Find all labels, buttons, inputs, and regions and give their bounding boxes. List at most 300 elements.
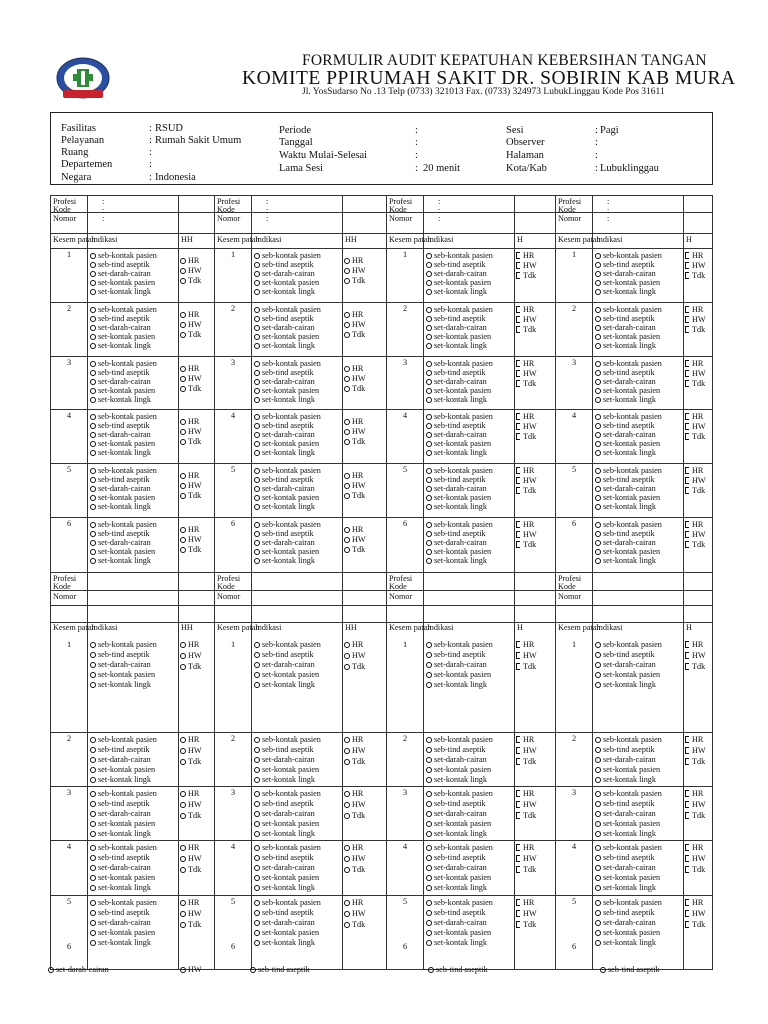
indikasi-option[interactable]: seb-tind aseptik: [90, 799, 150, 808]
indikasi-option[interactable]: set-kontak lingk: [90, 883, 151, 892]
indikasi-option[interactable]: set-darah-cairan: [426, 377, 487, 386]
hh-option[interactable]: HW: [180, 651, 202, 660]
hh-option[interactable]: HW: [685, 800, 706, 809]
indikasi-option[interactable]: set-kontak pasien: [254, 819, 319, 828]
indikasi-option[interactable]: seb-kontak pasien: [595, 735, 662, 744]
indikasi-option[interactable]: seb-kontak pasien: [90, 466, 157, 475]
hh-option[interactable]: HW: [685, 530, 706, 539]
hh-option[interactable]: HR: [344, 789, 363, 798]
indikasi-option[interactable]: seb-tind aseptik: [90, 475, 150, 484]
hh-option[interactable]: HW: [516, 909, 537, 918]
indikasi-option[interactable]: set-kontak pasien: [426, 547, 491, 556]
indikasi-option[interactable]: set-kontak lingk: [426, 883, 487, 892]
indikasi-option[interactable]: set-darah-cairan: [90, 918, 151, 927]
indikasi-option[interactable]: seb-kontak pasien: [595, 359, 662, 368]
hh-option[interactable]: HR: [516, 789, 534, 798]
indikasi-option[interactable]: seb-tind aseptik: [595, 368, 655, 377]
indikasi-option[interactable]: set-kontak lingk: [426, 395, 487, 404]
indikasi-option[interactable]: set-kontak pasien: [595, 386, 660, 395]
hh-option[interactable]: HR: [180, 640, 199, 649]
indikasi-option[interactable]: set-kontak lingk: [90, 829, 151, 838]
indikasi-option[interactable]: set-kontak lingk: [254, 680, 315, 689]
indikasi-option[interactable]: set-kontak lingk: [595, 341, 656, 350]
indikasi-option[interactable]: set-kontak pasien: [426, 332, 491, 341]
indikasi-option[interactable]: seb-kontak pasien: [254, 789, 321, 798]
indikasi-option[interactable]: seb-tind aseptik: [90, 314, 150, 323]
hh-option[interactable]: Tdk: [516, 865, 536, 874]
hh-option[interactable]: Tdk: [516, 486, 536, 495]
hh-option[interactable]: HW: [516, 651, 537, 660]
indikasi-option[interactable]: set-kontak lingk: [254, 287, 315, 296]
hh-option[interactable]: HW: [180, 535, 202, 544]
indikasi-option[interactable]: seb-kontak pasien: [595, 789, 662, 798]
indikasi-option[interactable]: seb-kontak pasien: [595, 898, 662, 907]
hh-option[interactable]: Tdk: [180, 330, 201, 339]
hh-option[interactable]: HW: [180, 266, 202, 275]
indikasi-option[interactable]: seb-tind aseptik: [426, 475, 486, 484]
hh-option[interactable]: HR: [685, 305, 703, 314]
indikasi-option[interactable]: seb-kontak pasien: [254, 412, 321, 421]
hh-option[interactable]: HW: [685, 261, 706, 270]
hh-option[interactable]: HR: [685, 412, 703, 421]
indikasi-option[interactable]: set-kontak lingk: [426, 938, 487, 947]
indikasi-option[interactable]: seb-kontak pasien: [426, 735, 493, 744]
hh-option[interactable]: Tdk: [180, 276, 201, 285]
indikasi-option[interactable]: set-kontak pasien: [254, 670, 319, 679]
indikasi-option[interactable]: set-kontak pasien: [90, 493, 155, 502]
indikasi-option[interactable]: seb-kontak pasien: [426, 359, 493, 368]
indikasi-option[interactable]: set-darah-cairan: [254, 660, 315, 669]
indikasi-option[interactable]: set-kontak lingk: [595, 829, 656, 838]
indikasi-option[interactable]: set-kontak lingk: [90, 341, 151, 350]
hh-option[interactable]: HR: [344, 256, 363, 265]
hh-option[interactable]: Tdk: [516, 540, 536, 549]
hh-option[interactable]: HR: [685, 640, 703, 649]
hh-option[interactable]: Tdk: [344, 491, 365, 500]
hh-option[interactable]: Tdk: [685, 865, 705, 874]
indikasi-option[interactable]: seb-tind aseptik: [254, 529, 314, 538]
indikasi-option[interactable]: seb-kontak pasien: [254, 898, 321, 907]
indikasi-option[interactable]: set-kontak pasien: [426, 670, 491, 679]
indikasi-option[interactable]: set-darah-cairan: [595, 918, 656, 927]
hh-option[interactable]: HW: [516, 476, 537, 485]
indikasi-option[interactable]: set-kontak pasien: [595, 332, 660, 341]
indikasi-option[interactable]: set-kontak lingk: [426, 448, 487, 457]
indikasi-option[interactable]: set-kontak pasien: [254, 873, 319, 882]
indikasi-option[interactable]: set-kontak pasien: [90, 670, 155, 679]
indikasi-option[interactable]: set-darah-cairan: [90, 660, 151, 669]
indikasi-option[interactable]: set-darah-cairan: [426, 863, 487, 872]
hh-option[interactable]: Tdk: [180, 491, 201, 500]
indikasi-option[interactable]: set-darah-cairan: [254, 863, 315, 872]
indikasi-option[interactable]: set-kontak pasien: [254, 493, 319, 502]
indikasi-option[interactable]: set-darah-cairan: [595, 809, 656, 818]
indikasi-option[interactable]: set-kontak pasien: [426, 439, 491, 448]
hh-option[interactable]: HR: [685, 735, 703, 744]
hh-option[interactable]: Tdk: [685, 920, 705, 929]
hh-option[interactable]: HW: [344, 651, 366, 660]
indikasi-option[interactable]: set-kontak lingk: [426, 775, 487, 784]
indikasi-option[interactable]: seb-tind aseptik: [426, 908, 486, 917]
hh-option[interactable]: Tdk: [685, 486, 705, 495]
indikasi-option[interactable]: seb-kontak pasien: [90, 640, 157, 649]
hh-option[interactable]: HW: [344, 800, 366, 809]
indikasi-option[interactable]: set-kontak pasien: [90, 928, 155, 937]
hh-option[interactable]: Tdk: [685, 271, 705, 280]
hh-option[interactable]: HR: [516, 305, 534, 314]
indikasi-option[interactable]: seb-tind aseptik: [426, 529, 486, 538]
hh-option[interactable]: Tdk: [685, 540, 705, 549]
indikasi-option[interactable]: seb-kontak pasien: [254, 640, 321, 649]
indikasi-option[interactable]: set-kontak pasien: [426, 873, 491, 882]
indikasi-option[interactable]: set-darah-cairan: [595, 863, 656, 872]
indikasi-option[interactable]: set-kontak pasien: [426, 493, 491, 502]
hh-option[interactable]: HW: [516, 315, 537, 324]
indikasi-option[interactable]: seb-tind aseptik: [254, 475, 314, 484]
hh-option[interactable]: HR: [180, 310, 199, 319]
indikasi-option[interactable]: seb-kontak pasien: [426, 251, 493, 260]
hh-option[interactable]: HW: [685, 369, 706, 378]
hh-option[interactable]: HR: [344, 640, 363, 649]
hh-option[interactable]: HW: [344, 854, 366, 863]
indikasi-option[interactable]: seb-kontak pasien: [426, 520, 493, 529]
indikasi-option[interactable]: set-darah-cairan: [426, 538, 487, 547]
hh-option[interactable]: HR: [516, 898, 534, 907]
indikasi-option[interactable]: set-kontak pasien: [254, 765, 319, 774]
indikasi-option[interactable]: set-darah-cairan: [595, 660, 656, 669]
hh-option[interactable]: HR: [344, 417, 363, 426]
indikasi-option[interactable]: set-kontak pasien: [595, 928, 660, 937]
hh-option[interactable]: HR: [516, 412, 534, 421]
indikasi-option[interactable]: set-kontak lingk: [254, 395, 315, 404]
indikasi-option[interactable]: set-kontak pasien: [254, 547, 319, 556]
hh-option[interactable]: HW: [344, 909, 366, 918]
indikasi-option[interactable]: set-kontak lingk: [595, 502, 656, 511]
indikasi-option[interactable]: set-darah-cairan: [426, 484, 487, 493]
indikasi-option[interactable]: seb-kontak pasien: [426, 640, 493, 649]
indikasi-option[interactable]: set-darah-cairan: [90, 538, 151, 547]
indikasi-option[interactable]: seb-tind aseptik: [90, 260, 150, 269]
indikasi-option[interactable]: seb-kontak pasien: [595, 412, 662, 421]
indikasi-option[interactable]: set-darah-cairan: [254, 377, 315, 386]
indikasi-option[interactable]: seb-kontak pasien: [90, 789, 157, 798]
indikasi-option[interactable]: seb-tind aseptik: [254, 650, 314, 659]
indikasi-option[interactable]: set-darah-cairan: [595, 377, 656, 386]
hh-option[interactable]: Tdk: [344, 865, 365, 874]
indikasi-option[interactable]: set-darah-cairan: [426, 323, 487, 332]
indikasi-option[interactable]: seb-tind aseptik: [254, 853, 314, 862]
hh-option[interactable]: HR: [180, 471, 199, 480]
indikasi-option[interactable]: set-kontak lingk: [595, 680, 656, 689]
hh-option[interactable]: HW: [344, 266, 366, 275]
hh-option[interactable]: HR: [685, 251, 703, 260]
hh-option[interactable]: Tdk: [516, 757, 536, 766]
indikasi-option[interactable]: seb-tind aseptik: [426, 853, 486, 862]
indikasi-option[interactable]: set-kontak lingk: [595, 395, 656, 404]
indikasi-option[interactable]: seb-kontak pasien: [90, 251, 157, 260]
indikasi-option[interactable]: set-kontak pasien: [254, 332, 319, 341]
indikasi-option[interactable]: seb-tind aseptik: [595, 745, 655, 754]
indikasi-option[interactable]: set-kontak lingk: [254, 829, 315, 838]
hh-option[interactable]: Tdk: [180, 545, 201, 554]
indikasi-option[interactable]: seb-kontak pasien: [90, 520, 157, 529]
indikasi-option[interactable]: set-kontak pasien: [595, 547, 660, 556]
indikasi-option[interactable]: set-kontak pasien: [426, 819, 491, 828]
hh-option[interactable]: Tdk: [180, 437, 201, 446]
hh-option[interactable]: HW: [685, 746, 706, 755]
indikasi-option[interactable]: set-kontak pasien: [595, 765, 660, 774]
hh-option[interactable]: HR: [344, 843, 363, 852]
indikasi-option[interactable]: seb-kontak pasien: [254, 305, 321, 314]
indikasi-option[interactable]: seb-tind aseptik: [595, 314, 655, 323]
indikasi-option[interactable]: seb-tind aseptik: [90, 853, 150, 862]
hh-option[interactable]: HW: [516, 530, 537, 539]
indikasi-option[interactable]: set-darah-cairan: [426, 430, 487, 439]
indikasi-option[interactable]: set-kontak lingk: [426, 829, 487, 838]
hh-option[interactable]: HR: [180, 256, 199, 265]
hh-option[interactable]: HW: [180, 746, 202, 755]
indikasi-option[interactable]: set-kontak lingk: [426, 502, 487, 511]
indikasi-option[interactable]: seb-tind aseptik: [595, 908, 655, 917]
indikasi-option[interactable]: set-darah-cairan: [254, 918, 315, 927]
hh-option[interactable]: Tdk: [516, 662, 536, 671]
indikasi-option[interactable]: seb-tind aseptik: [426, 368, 486, 377]
indikasi-option[interactable]: set-kontak lingk: [595, 938, 656, 947]
indikasi-option[interactable]: seb-tind aseptik: [595, 799, 655, 808]
hh-option[interactable]: HW: [516, 746, 537, 755]
hh-option[interactable]: HR: [685, 789, 703, 798]
indikasi-option[interactable]: set-darah-cairan: [595, 269, 656, 278]
indikasi-option[interactable]: set-kontak pasien: [426, 928, 491, 937]
indikasi-option[interactable]: set-kontak pasien: [90, 278, 155, 287]
indikasi-option[interactable]: seb-kontak pasien: [90, 898, 157, 907]
hh-option[interactable]: Tdk: [344, 545, 365, 554]
indikasi-option[interactable]: seb-tind aseptik: [254, 260, 314, 269]
indikasi-option[interactable]: seb-kontak pasien: [90, 843, 157, 852]
indikasi-option[interactable]: set-kontak lingk: [426, 556, 487, 565]
indikasi-option[interactable]: seb-tind aseptik: [595, 853, 655, 862]
hh-option[interactable]: HR: [516, 735, 534, 744]
indikasi-option[interactable]: seb-kontak pasien: [426, 466, 493, 475]
indikasi-option[interactable]: set-darah-cairan: [595, 538, 656, 547]
hh-option[interactable]: HW: [180, 427, 202, 436]
indikasi-option[interactable]: set-kontak lingk: [595, 448, 656, 457]
hh-option[interactable]: Tdk: [344, 662, 365, 671]
indikasi-option[interactable]: seb-kontak pasien: [254, 466, 321, 475]
indikasi-option[interactable]: set-darah-cairan: [426, 918, 487, 927]
indikasi-option[interactable]: set-kontak lingk: [90, 502, 151, 511]
indikasi-option[interactable]: set-kontak pasien: [90, 873, 155, 882]
indikasi-option[interactable]: set-darah-cairan: [595, 484, 656, 493]
hh-option[interactable]: HW: [685, 651, 706, 660]
hh-option[interactable]: HR: [516, 251, 534, 260]
indikasi-option[interactable]: seb-tind aseptik: [595, 650, 655, 659]
indikasi-option[interactable]: seb-tind aseptik: [254, 314, 314, 323]
indikasi-option[interactable]: seb-tind aseptik: [90, 529, 150, 538]
indikasi-option[interactable]: set-kontak pasien: [595, 873, 660, 882]
hh-option[interactable]: Tdk: [180, 384, 201, 393]
indikasi-option[interactable]: seb-tind aseptik: [426, 421, 486, 430]
hh-option[interactable]: HW: [685, 476, 706, 485]
hh-option[interactable]: HR: [180, 525, 199, 534]
indikasi-option[interactable]: set-darah-cairan: [595, 323, 656, 332]
hh-option[interactable]: HW: [180, 800, 202, 809]
indikasi-option[interactable]: seb-tind aseptik: [426, 314, 486, 323]
hh-option[interactable]: Tdk: [180, 662, 201, 671]
indikasi-option[interactable]: seb-kontak pasien: [90, 305, 157, 314]
indikasi-option[interactable]: seb-kontak pasien: [595, 640, 662, 649]
indikasi-option[interactable]: seb-tind aseptik: [254, 799, 314, 808]
indikasi-option[interactable]: set-kontak lingk: [90, 556, 151, 565]
hh-option[interactable]: HR: [180, 898, 199, 907]
indikasi-option[interactable]: set-kontak lingk: [595, 287, 656, 296]
indikasi-option[interactable]: seb-tind aseptik: [90, 908, 150, 917]
indikasi-option[interactable]: seb-kontak pasien: [254, 843, 321, 852]
indikasi-option[interactable]: set-kontak lingk: [90, 448, 151, 457]
indikasi-option[interactable]: seb-kontak pasien: [254, 359, 321, 368]
hh-option[interactable]: Tdk: [685, 325, 705, 334]
indikasi-option[interactable]: set-kontak lingk: [254, 502, 315, 511]
indikasi-option[interactable]: set-darah-cairan: [426, 269, 487, 278]
hh-option[interactable]: HR: [344, 735, 363, 744]
hh-option[interactable]: HR: [516, 520, 534, 529]
indikasi-option[interactable]: set-darah-cairan: [90, 484, 151, 493]
hh-option[interactable]: HW: [344, 320, 366, 329]
indikasi-option[interactable]: set-darah-cairan: [90, 809, 151, 818]
hh-option[interactable]: HW: [180, 909, 202, 918]
hh-option[interactable]: Tdk: [516, 271, 536, 280]
hh-option[interactable]: HW: [516, 261, 537, 270]
hh-option[interactable]: Tdk: [344, 437, 365, 446]
indikasi-option[interactable]: seb-tind aseptik: [90, 421, 150, 430]
indikasi-option[interactable]: set-kontak pasien: [254, 278, 319, 287]
hh-option[interactable]: HW: [516, 800, 537, 809]
indikasi-option[interactable]: seb-tind aseptik: [595, 529, 655, 538]
indikasi-option[interactable]: set-kontak pasien: [90, 765, 155, 774]
hh-option[interactable]: HW: [180, 854, 202, 863]
indikasi-option[interactable]: set-darah-cairan: [595, 755, 656, 764]
indikasi-option[interactable]: seb-tind aseptik: [90, 745, 150, 754]
hh-option[interactable]: Tdk: [685, 662, 705, 671]
hh-option[interactable]: HR: [516, 466, 534, 475]
hh-option[interactable]: HW: [516, 369, 537, 378]
indikasi-option[interactable]: seb-tind aseptik: [254, 908, 314, 917]
hh-option[interactable]: HW: [180, 374, 202, 383]
hh-option[interactable]: Tdk: [685, 757, 705, 766]
indikasi-option[interactable]: set-kontak pasien: [426, 386, 491, 395]
indikasi-option[interactable]: set-kontak lingk: [254, 448, 315, 457]
indikasi-option[interactable]: set-kontak lingk: [595, 883, 656, 892]
hh-option[interactable]: HW: [685, 315, 706, 324]
indikasi-option[interactable]: seb-kontak pasien: [426, 412, 493, 421]
hh-option[interactable]: HR: [180, 735, 199, 744]
indikasi-option[interactable]: set-kontak lingk: [426, 680, 487, 689]
indikasi-option[interactable]: set-kontak lingk: [90, 938, 151, 947]
hh-option[interactable]: Tdk: [516, 379, 536, 388]
indikasi-option[interactable]: set-darah-cairan: [595, 430, 656, 439]
hh-option[interactable]: HR: [344, 898, 363, 907]
indikasi-option[interactable]: seb-tind aseptik: [595, 260, 655, 269]
indikasi-option[interactable]: set-kontak pasien: [595, 493, 660, 502]
indikasi-option[interactable]: set-darah-cairan: [254, 269, 315, 278]
hh-option[interactable]: HR: [344, 525, 363, 534]
hh-option[interactable]: HW: [344, 481, 366, 490]
indikasi-option[interactable]: set-kontak pasien: [595, 670, 660, 679]
indikasi-option[interactable]: set-kontak lingk: [595, 556, 656, 565]
indikasi-option[interactable]: set-kontak lingk: [90, 775, 151, 784]
indikasi-option[interactable]: set-kontak pasien: [254, 439, 319, 448]
hh-option[interactable]: HR: [685, 898, 703, 907]
hh-option[interactable]: Tdk: [180, 811, 201, 820]
indikasi-option[interactable]: set-kontak lingk: [254, 938, 315, 947]
indikasi-option[interactable]: set-kontak pasien: [90, 439, 155, 448]
hh-option[interactable]: HR: [685, 520, 703, 529]
hh-option[interactable]: HW: [180, 320, 202, 329]
hh-option[interactable]: Tdk: [344, 330, 365, 339]
hh-option[interactable]: Tdk: [180, 757, 201, 766]
indikasi-option[interactable]: seb-kontak pasien: [595, 251, 662, 260]
indikasi-option[interactable]: set-kontak pasien: [90, 332, 155, 341]
hh-option[interactable]: Tdk: [344, 384, 365, 393]
indikasi-option[interactable]: set-darah-cairan: [90, 269, 151, 278]
hh-option[interactable]: HR: [180, 417, 199, 426]
hh-option[interactable]: Tdk: [516, 811, 536, 820]
hh-option[interactable]: HW: [344, 535, 366, 544]
hh-option[interactable]: HR: [685, 466, 703, 475]
indikasi-option[interactable]: seb-kontak pasien: [426, 843, 493, 852]
hh-option[interactable]: HW: [685, 909, 706, 918]
indikasi-option[interactable]: set-kontak lingk: [254, 883, 315, 892]
indikasi-option[interactable]: seb-kontak pasien: [595, 843, 662, 852]
indikasi-option[interactable]: set-kontak pasien: [90, 819, 155, 828]
indikasi-option[interactable]: seb-kontak pasien: [595, 520, 662, 529]
hh-option[interactable]: Tdk: [685, 811, 705, 820]
indikasi-option[interactable]: set-kontak lingk: [426, 287, 487, 296]
indikasi-option[interactable]: set-darah-cairan: [254, 323, 315, 332]
indikasi-option[interactable]: set-kontak pasien: [595, 439, 660, 448]
hh-option[interactable]: Tdk: [344, 757, 365, 766]
indikasi-option[interactable]: set-darah-cairan: [254, 484, 315, 493]
indikasi-option[interactable]: seb-kontak pasien: [90, 412, 157, 421]
indikasi-option[interactable]: seb-kontak pasien: [254, 735, 321, 744]
hh-option[interactable]: HR: [180, 843, 199, 852]
indikasi-option[interactable]: set-darah-cairan: [254, 538, 315, 547]
indikasi-option[interactable]: seb-kontak pasien: [595, 466, 662, 475]
indikasi-option[interactable]: seb-tind aseptik: [426, 745, 486, 754]
hh-option[interactable]: HR: [180, 789, 199, 798]
indikasi-option[interactable]: seb-tind aseptik: [254, 368, 314, 377]
indikasi-option[interactable]: set-darah-cairan: [90, 430, 151, 439]
indikasi-option[interactable]: seb-tind aseptik: [90, 650, 150, 659]
indikasi-option[interactable]: set-kontak lingk: [254, 341, 315, 350]
indikasi-option[interactable]: set-kontak pasien: [595, 278, 660, 287]
indikasi-option[interactable]: set-kontak pasien: [426, 278, 491, 287]
hh-option[interactable]: HW: [180, 481, 202, 490]
indikasi-option[interactable]: set-kontak lingk: [90, 680, 151, 689]
indikasi-option[interactable]: set-darah-cairan: [426, 660, 487, 669]
hh-option[interactable]: HW: [516, 422, 537, 431]
indikasi-option[interactable]: seb-kontak pasien: [426, 305, 493, 314]
indikasi-option[interactable]: set-kontak lingk: [254, 775, 315, 784]
hh-option[interactable]: HW: [344, 746, 366, 755]
indikasi-option[interactable]: set-darah-cairan: [426, 809, 487, 818]
indikasi-option[interactable]: seb-tind aseptik: [595, 475, 655, 484]
indikasi-option[interactable]: seb-tind aseptik: [254, 421, 314, 430]
indikasi-option[interactable]: set-darah-cairan: [254, 809, 315, 818]
indikasi-option[interactable]: set-darah-cairan: [254, 430, 315, 439]
indikasi-option[interactable]: set-darah-cairan: [90, 377, 151, 386]
indikasi-option[interactable]: set-darah-cairan: [90, 755, 151, 764]
